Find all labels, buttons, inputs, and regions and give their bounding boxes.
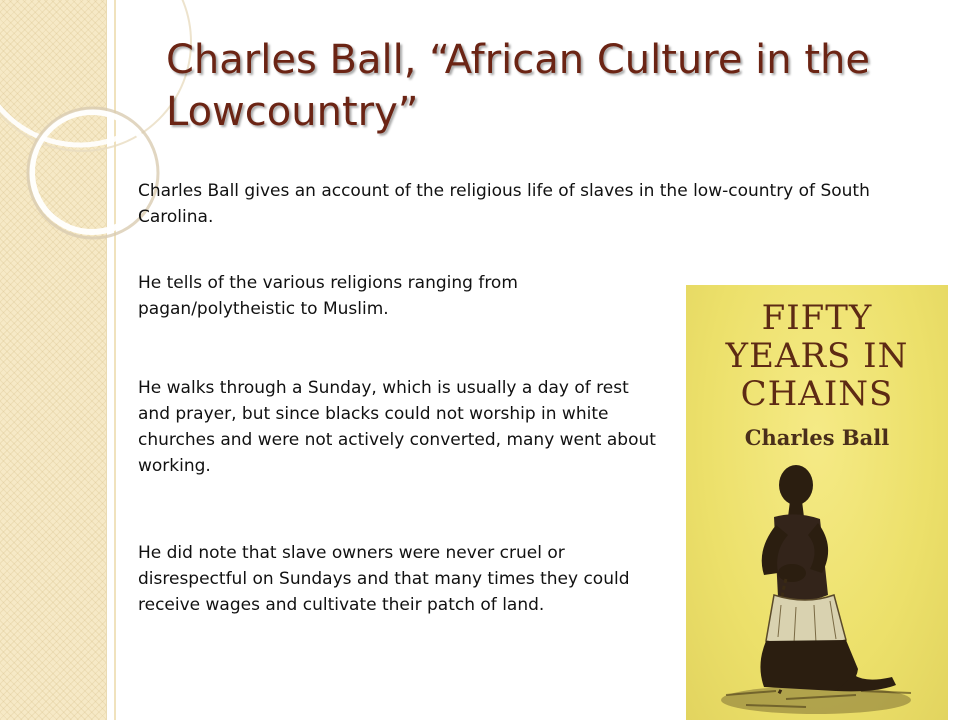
- kneeling-figure-illustration: [686, 455, 948, 720]
- slide-title: Charles Ball, “African Culture in the Lowcountry”: [166, 37, 870, 135]
- paragraph-sunday: He walks through a Sunday, which is usually a day of rest and prayer, but since blacks could not worship in white churches and were not actively converted, many went about working.: [138, 378, 656, 476]
- book-cover-title: [686, 299, 948, 413]
- book-title-line-1: FIFTY: [761, 298, 873, 338]
- paragraph-slave-owners: He did note that slave owners were never cruel or disrespectful on Sundays and that many times they could receive wages and cultivate their patch of land.: [138, 543, 630, 615]
- book-cover-author: Charles Ball: [744, 425, 890, 450]
- paragraph-religions: He tells of the various religions ranging from pagan/polytheistic to Muslim.: [138, 273, 518, 319]
- book-title-line-3: CHAINS: [740, 374, 894, 414]
- book-title-line-2: YEARS IN: [725, 336, 909, 376]
- book-cover-image: [686, 285, 948, 720]
- paragraph-religious-life: Charles Ball gives an account of the religious life of slaves in the low-country of South Carolina.: [138, 181, 870, 227]
